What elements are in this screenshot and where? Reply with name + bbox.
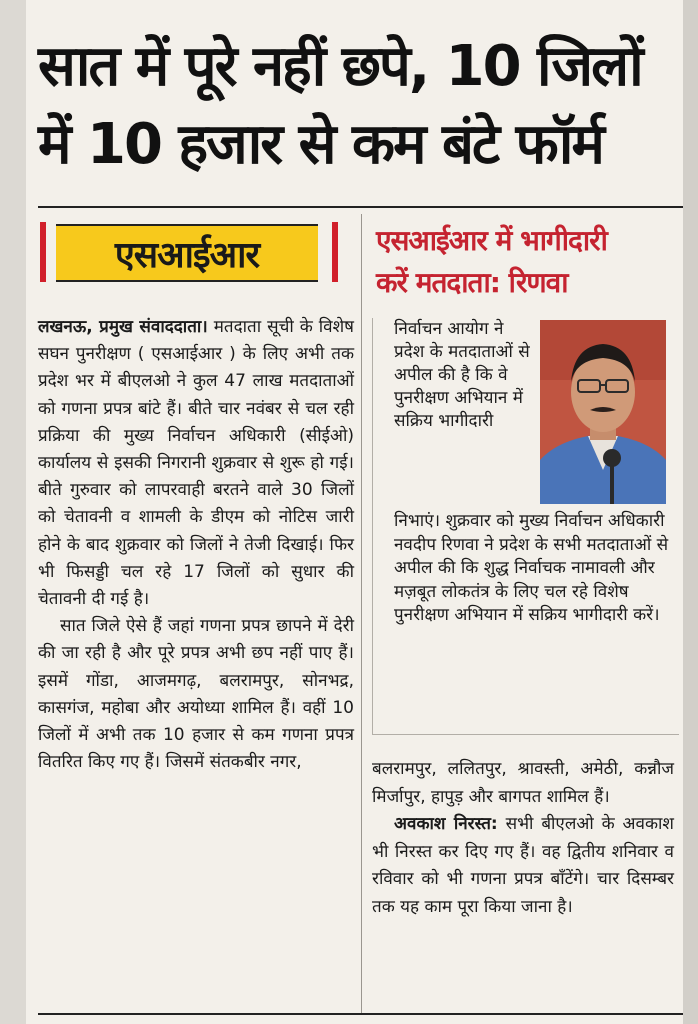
tag-bar-right xyxy=(332,222,338,282)
headline xyxy=(38,28,678,184)
page-margin-right xyxy=(683,0,698,1024)
article-paragraph-3: बलरामपुर, ललितपुर, श्रावस्ती, अमेठी, कन्नौज मिर्जापुर, हापुड़ और बागपत शामिल हैं। xyxy=(372,759,674,807)
subhead-leave-cancelled: अवकाश निरस्त: xyxy=(394,814,498,834)
headline-line-2: में 10 हजार से कम बंटे फॉर्म xyxy=(38,112,603,177)
sidebar-text-bottom: निभाएं। शुक्रवार को मुख्य निर्वाचन अधिकारी नवदीप रिणवा ने प्रदेश के सभी मतदाताओं से अपील की कि शुद्ध निर्वाचक नामावली और मज़बूत लोकतंत्र के लिए चल रहे विशेष पुनरीक्षण अभियान में सक्रिय भागीदारी करें। xyxy=(394,511,669,625)
article-para4-text: सभी बीएलओ के अवकाश भी निरस्त कर दिए गए हैं। वह द्वितीय शनिवार व रविवार को भी गणना प्रपत्र बाँटेंगे। चार दिसम्बर तक यह काम पूरा किया जाना है। xyxy=(372,814,674,917)
sidebar-text-top: निर्वाचन आयोग ने प्रदेश के मतदाताओं से अपील की है कि वे पुनरीक्षण अभियान में सक्रिय भागीदारी xyxy=(394,319,530,431)
headline-rule xyxy=(38,206,683,208)
page-margin-left xyxy=(0,0,26,1024)
bottom-rule xyxy=(38,1013,683,1015)
article-paragraph-2: सात जिले ऐसे हैं जहां गणना प्रपत्र छापने में देरी की जा रही है और पूरे प्रपत्र अभी छप नहीं पाए हैं। इसमें गोंडा, आजमगढ़, बलरामपुर, सोनभद्र, कासगंज, महोबा और अयोध्या शामिल हैं। वहीं 10 जिलों में अभी तक 10 हजार से कम गणना प्रपत्र वितरित किए गए हैं। जिसमें संतकबीर नगर, xyxy=(38,616,354,773)
sidebar-heading xyxy=(376,220,676,304)
sidebar-heading-line-2: करें मतदाता: रिणवा xyxy=(376,266,568,299)
column-divider xyxy=(361,214,362,1014)
headline-line-1: सात में पूरे नहीं छपे, 10 जिलों xyxy=(38,34,642,99)
article-paragraph-1 xyxy=(38,314,354,613)
portrait-image xyxy=(540,320,666,504)
article-paragraph-4 xyxy=(372,811,674,921)
tag-bar-left xyxy=(40,222,46,282)
sidebar-heading-line-1: एसआईआर में भागीदारी xyxy=(376,224,607,257)
article-body-right xyxy=(372,756,674,921)
dateline: लखनऊ, प्रमुख संवाददाता। xyxy=(38,317,208,337)
article-para1-text: मतदाता सूची के विशेष सघन पुनरीक्षण ( एसआईआर ) के लिए अभी तक प्रदेश भर में बीएलओ ने कुल 47 लाख मतदाताओं को गणना प्रपत्र बांटे हैं। बीते चार नवंबर से चल रही प्रक्रिया की मुख्य निर्वाचन अधिकारी (सीईओ) कार्यालय से इसकी निगरानी शुक्रवार से शुरू हो गई। बीते गुरुवार को लापरवाही बरतने वाले 30 जिलों को चेतावनी व शामली के डीएम को नोटिस जारी होने के बाद शुक्रवार को जिलों ने तेजी दिखाई। फिर भी फिसड्डी चल रहे 17 जिलों को सुधार की चेतावनी दी गई है। xyxy=(38,317,355,610)
tag-label: एसआईआर xyxy=(56,224,318,282)
official-portrait-photo xyxy=(540,320,666,504)
topic-tag xyxy=(40,218,340,288)
article-body-left xyxy=(38,314,354,776)
